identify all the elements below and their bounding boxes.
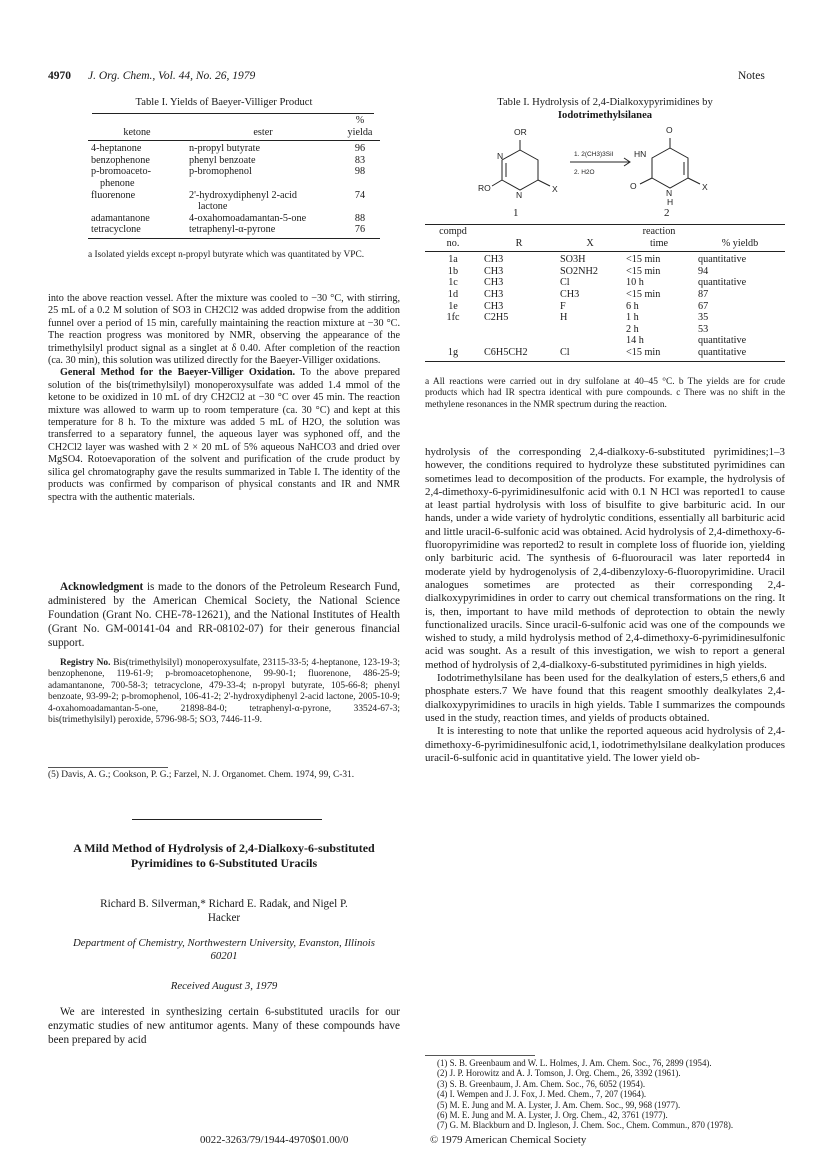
intro-paragraph: We are interested in synthesizing certain 6-substituted uracils for our enzymatic studies of new antitumor agents. Many of these compounds have been prepared by acid bbox=[48, 1006, 400, 1046]
paragraph: It is interesting to note that unlike the reported aqueous acid hydrolysis of 2,4-dimethoxy-6-pyrimidinesulfonic acid,1, iodotrimethylsilane dealkylation produces uracil-6-sulfonic acid in quantitative yield. The lower yield ob- bbox=[425, 725, 785, 764]
reference-item: (3) S. B. Greenbaum, J. Am. Chem. Soc., 76, 6052 (1954). bbox=[437, 1078, 646, 1089]
table2-top-rule bbox=[425, 224, 785, 225]
paragraph: Iodotrimethylsilane has been used for the dealkylation of esters,5 ethers,6 and phosphate esters.7 We have found that this reagent smoothly dealkylates 2,4-dialkoxypyrimidines to uracils in high yields. Table I summarizes the compounds used in the study, reaction times, and yields of products obtained. bbox=[425, 672, 785, 724]
footnote-rule bbox=[48, 767, 168, 768]
table2-caption: Table I. Hydrolysis of 2,4-Dialkoxypyrimidines by Iodotrimethylsilanea bbox=[497, 97, 713, 121]
reaction-scheme bbox=[470, 120, 750, 210]
registry-heading: Registry No. bbox=[60, 658, 111, 668]
reagent-step-1: 1. 2(CH3)3SiI bbox=[574, 151, 614, 158]
table1-col-ketone: ketone bbox=[123, 126, 151, 138]
table-row: 1c CH3 Cl 10 h quantitative bbox=[448, 277, 747, 289]
paragraph: hydrolysis of the corresponding 2,4-dialkoxy-6-substituted pyrimidines;1–3 however, the conditions required to hydrolyze these substituted pyrimidines can sometimes lead to decomposition of the products. For example, the hydrolysis of 2,4-dimethoxy-6-pyrimidinesulfonic acid with 0.1 N HCl was reported1 to cause at least partial hydrolysis with loss of bisulfite to give barbituric acid. In our hands, under a wide variety of hydrolytic conditions, essentially all barbituric acid and little uracil-6-sulfonic acid was obtained. Acid hydrolysis of 2,4-dimethoxy-6-fluoropyrimidine was reported2 to result in complete loss of fluoride ion, yielding only barbituric acid. The synthesis of 6-fluorouracil was later reported4 in moderate yield by hydrogenolysis of 2,4-dibenzyloxy-6-fluoropyrimidine. Uracil analogues sometimes are protected as their corresponding 2,4-dialkoxypyrimidines in order to carry out chemical transformations on the ring. It is, then, important to have mild methods of deprotection to obtain the newly functionalized uracils. Since uracil-6-sulfonic acid was one of the compounds we wished to study, a mild hydrolysis method of 2,4-dimethoxy-6-pyrimidinesulfonic acid was sought. As a result of this investigation, we wish to report a general method of hydrolysis of 2,4-dialkoxy-6-substituted pyrimidines in high yields. bbox=[425, 446, 785, 671]
section-heading: General Method for the Baeyer-Villiger Oxidation. bbox=[60, 367, 296, 379]
footer-code: 0022-3263/79/1944-4970$01.00/0 bbox=[200, 1134, 349, 1146]
table1-caption: Table I. Yields of Baeyer-Villiger Product bbox=[135, 97, 313, 108]
table-row: lactone bbox=[198, 201, 228, 213]
n-bottom-label: N bbox=[516, 190, 523, 200]
article-separator bbox=[132, 819, 322, 820]
reference-item: (6) M. E. Jung and M. A. Lyster, J. Org. Chem., 42, 3761 (1977). bbox=[437, 1110, 668, 1121]
page-number: 4970 bbox=[48, 70, 71, 82]
table-row: 1a CH3 SO3H <15 min quantitative bbox=[448, 254, 747, 266]
table-row: 4-heptanone n-propyl butyrate 96 bbox=[91, 143, 366, 155]
references-list bbox=[425, 1058, 785, 1131]
x-right-label: X bbox=[702, 182, 708, 192]
registry-numbers: Registry No. Bis(trimethylsilyl) monoperoxysulfate, 23115-33-5; 4-heptanone, 123-19-3; benzophenone, 119-61-9; p-bromoacetophenone, 99-90-1; fluorenone, 486-25-9; adamantanone, 700-58-3; tetracyclone, 479-33-4; n-propyl butyrate, 105-66-8; phenyl benzoate, 93-99-2; p-bromophenol, 106-41-2; 2'-hydroxydiphenyl 2-acid lactone, 2005-10-9; 4-oxahomoadamantan-5-one, 21898-84-0; tetraphenyl-α-pyrone, 33524-67-3; bis(trimethylsilyl) peroxide, 5796-98-5; SO3, 7446-11-9. bbox=[48, 658, 400, 726]
reference-item: (2) J. P. Horowitz and A. J. Tomson, J. Org. Chem., 26, 3392 (1961). bbox=[437, 1068, 681, 1079]
table-row: 1e CH3 F 6 h 67 bbox=[448, 300, 709, 312]
affiliation: Department of Chemistry, Northwestern University, Evanston, Illinois 60201 bbox=[73, 937, 375, 962]
paragraph: into the above reaction vessel. After the mixture was cooled to −30 °C, with stirring, 25 mL of a 0.2 M solution of SO3 in CH2Cl2 was added dropwise from the addition funnel over a period of 15 min, carefully maintaining the reaction mixture at −30 °C. The reaction progress was monitored by NMR, observing the appearance of the trimethylsilyl product signal as a singlet at δ 0.40. After completion of the reaction (ca. 30 min), this solution was utilized directly for the Baeyer-Villiger oxidations. bbox=[48, 293, 400, 367]
table1-yield-pct: % bbox=[355, 115, 365, 126]
reagent-step-2: 2. H2O bbox=[574, 169, 595, 176]
table2 bbox=[425, 226, 785, 362]
right-column-text bbox=[425, 446, 785, 765]
authors: Richard B. Silverman,* Richard E. Radak, and Nigel P. Hacker bbox=[100, 898, 348, 924]
acknowledgment: Acknowledgment is made to the donors of the Petroleum Research Fund, administered by the American Chemical Society, the National Science Foundation (Grant No. CHE-78-12621), and the National Institutes of Health (Grant No. GM-00141-04 and RR-08102-07) for their generous financial support. bbox=[48, 581, 400, 649]
reference-item: (1) S. B. Greenbaum and W. L. Holmes, J. Am. Chem. Soc., 76, 2899 (1954). bbox=[437, 1058, 712, 1068]
table-row: adamantanone 4-oxahomoadamantan-5-one 88 bbox=[91, 212, 366, 224]
paragraph: General Method for the Baeyer-Villiger Oxidation. To the above prepared solution of the bis(trimethylsilyl) monoperoxysulfate was added 1.4 mmol of the ketone to be oxidized in 10 mL of dry CH2Cl2 at −30 °C over 45 min. The reaction mixture was allowed to warm up to room temperature (ca. 30 °C) and kept at this temperature for 8 h. To the mixture was added 5 mL of H2O, the solution was transferred to a separatory funnel, the aqueous layer was syphoned off, and the CH2Cl2 layer was washed with 2 × 20 mL of 5% aqueous NaHCO3 and dried over MgSO4. Rotoevaporation of the solvent and purification of the crude product by silica gel chromatography gave the results summarized in Table I. The identity of the products was confirmed by comparison of physical constants and IR and NMR spectra with the authentic materials. bbox=[48, 367, 400, 503]
table2-header-row: compd reaction bbox=[439, 226, 676, 237]
table-row: 1g C6H5CH2 Cl <15 min quantitative bbox=[447, 346, 747, 358]
h-label: H bbox=[667, 197, 674, 207]
x-left-label: X bbox=[552, 184, 558, 194]
article-title: A Mild Method of Hydrolysis of 2,4-Dialkoxy-6-substituted Pyrimidines to 6-Substituted Uracils bbox=[73, 841, 375, 870]
table-row: 14 h quantitative bbox=[626, 335, 747, 347]
compound-2-label: 2 bbox=[664, 207, 670, 219]
or-label: OR bbox=[514, 127, 527, 137]
o-top-label: O bbox=[666, 125, 673, 135]
table1 bbox=[88, 115, 380, 239]
table-row: tetracyclone tetraphenyl-α-pyrone 76 bbox=[91, 224, 366, 236]
table2-footnote: a All reactions were carried out in dry sulfolane at 40–45 °C. b The yields are for crude products which had IR spectra identical with pure compounds. c There was no shift in the methylene resonances in the NMR spectrum during the reaction. bbox=[425, 377, 785, 410]
reference-item: (7) G. M. Blackburn and D. Ingleson, J. Chem. Soc., Chem. Commun., 870 (1978). bbox=[437, 1120, 734, 1131]
table2-header-row: no. R X time % yieldb bbox=[446, 237, 759, 249]
table-row: 1fc C2H5 H 1 h 35 bbox=[446, 312, 709, 324]
table-row: phenone bbox=[100, 177, 135, 189]
table1-footnote: a Isolated yields except n-propyl butyrate which was quantitated by VPC. bbox=[88, 250, 365, 260]
table1-top-rule bbox=[92, 113, 374, 114]
table-row: fluorenone 2'-hydroxydiphenyl 2-acid 74 bbox=[91, 189, 366, 201]
reference-5-left: (5) Davis, A. G.; Cookson, P. G.; Farzel, N. J. Organomet. Chem. 1974, 99, C-31. bbox=[48, 770, 355, 780]
journal-citation: J. Org. Chem., Vol. 44, No. 26, 1979 bbox=[88, 70, 256, 82]
ack-heading: Acknowledgment bbox=[60, 581, 144, 593]
table1-header-row bbox=[88, 115, 380, 127]
table-row: 1d CH3 CH3 <15 min 87 bbox=[447, 288, 709, 300]
table-row: benzophenone phenyl benzoate 83 bbox=[91, 154, 366, 166]
n-label: N bbox=[666, 188, 673, 198]
table-row: 2 h 53 bbox=[626, 323, 709, 335]
table1-col-yield: yielda bbox=[347, 126, 373, 138]
section-label: Notes bbox=[738, 70, 765, 82]
o-bottom-label: O bbox=[630, 181, 637, 191]
hn-label: HN bbox=[634, 149, 647, 159]
received-date: Received August 3, 1979 bbox=[170, 980, 278, 992]
table-row: p-bromoaceto- p-bromophenol 98 bbox=[91, 166, 366, 178]
n-top-label: N bbox=[497, 151, 504, 161]
reference-item: (5) M. E. Jung and M. A. Lyster, J. Am. Chem. Soc., 99, 968 (1977). bbox=[437, 1099, 681, 1110]
left-column-text bbox=[48, 293, 400, 504]
table1-col-ester: ester bbox=[253, 126, 273, 138]
footer-copyright: © 1979 American Chemical Society bbox=[430, 1134, 587, 1146]
compound-1-label: 1 bbox=[513, 207, 519, 219]
ro-label: RO bbox=[478, 183, 491, 193]
table-row: 1b CH3 SO2NH2 <15 min 94 bbox=[447, 265, 709, 277]
reference-item: (4) I. Wempen and J. J. Fox, J. Med. Chem., 7, 207 (1964). bbox=[437, 1089, 647, 1100]
table1-header-row bbox=[88, 127, 380, 139]
references-rule bbox=[425, 1055, 535, 1056]
